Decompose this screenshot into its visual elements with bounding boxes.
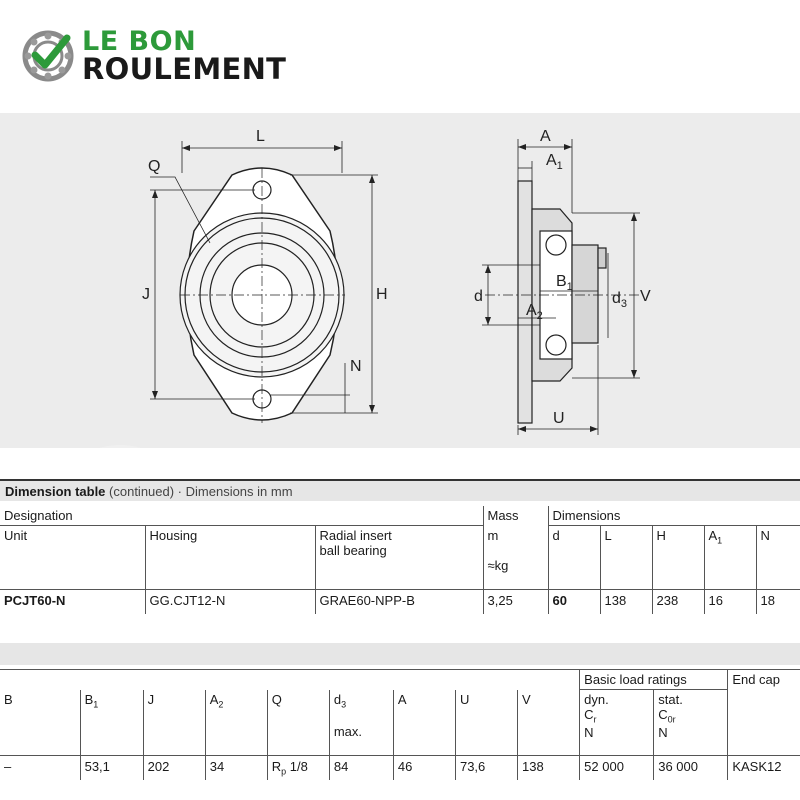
label-J: J [142, 286, 150, 303]
label-A1: $A_1$ [546, 152, 563, 172]
cell-insert: GRAE60-NPP-B [315, 590, 483, 614]
table-title-main: Dimension table [5, 484, 106, 499]
label-N: N [350, 358, 362, 375]
cell-Q: $R_p$ 1/8 [267, 756, 329, 780]
cell-C0r: 36 000 [654, 756, 728, 780]
separator-band [0, 643, 800, 665]
cell-Cr: 52 000 [580, 756, 654, 780]
header-radial-insert: Radial insert ball bearing [315, 526, 483, 590]
label-d: d [474, 288, 483, 305]
cell-A2: 34 [205, 756, 267, 780]
table-title-sub: (continued) · Dimensions in mm [105, 484, 293, 499]
header-basic-load-ratings: Basic load ratings [580, 670, 728, 690]
cell-A1: 16 [704, 590, 756, 614]
brand-logo[interactable] [22, 26, 302, 86]
dimension-table-1 [0, 506, 800, 614]
header-Cr: dyn. $C_r$ N [580, 690, 654, 756]
cell-U: 73,6 [455, 756, 517, 780]
technical-drawing [0, 113, 800, 448]
header-m: m ≈kg [483, 526, 548, 590]
cell-B1: 53,1 [80, 756, 143, 780]
bearing-check-icon [22, 28, 76, 82]
cell-end-cap: KASK12 [728, 756, 800, 780]
cell-B: – [0, 756, 80, 780]
label-L: L [256, 128, 265, 145]
header-Q: Q [267, 690, 329, 756]
cell-J: 202 [143, 756, 205, 780]
table-row [0, 590, 800, 614]
logo-text-line2: ROULEMENT [82, 52, 287, 86]
header-V: V [518, 690, 580, 756]
header-B: B [4, 691, 13, 707]
label-V: V [640, 288, 651, 305]
cell-H: 238 [652, 590, 704, 614]
header-unit: Unit [4, 528, 28, 543]
label-U: U [553, 410, 565, 427]
header-N: N [756, 526, 800, 590]
header-mass: Mass [483, 506, 548, 526]
label-d3: $d_3$ [612, 290, 628, 310]
cell-mass: 3,25 [483, 590, 548, 614]
label-H: H [376, 286, 388, 303]
header-housing: Housing [145, 526, 315, 590]
header-U: U [455, 690, 517, 756]
header-d: d [548, 526, 600, 590]
table-row [0, 756, 800, 780]
header-d3: $d_3$ max. [329, 690, 393, 756]
header-B1: $B_1$ [80, 690, 143, 756]
header-A1: $A_1$ [704, 526, 756, 590]
header-end-cap: End cap [728, 670, 800, 690]
header-designation: Designation [0, 506, 483, 526]
cell-N: 18 [756, 590, 800, 614]
header-H: H [652, 526, 704, 590]
dimension-table-2 [0, 669, 800, 780]
header-A: A [393, 690, 455, 756]
cell-unit: PCJT60-N [0, 590, 145, 614]
header-A2: $A_2$ [205, 690, 267, 756]
cell-d3: 84 [329, 756, 393, 780]
label-A2: $A_2$ [526, 302, 543, 322]
cell-L: 138 [600, 590, 652, 614]
logo-text-line1: LE BON [82, 26, 197, 57]
cell-housing: GG.CJT12-N [145, 590, 315, 614]
label-B1: $B_1$ [556, 273, 573, 293]
header-C0r: stat. $C_{0r}$ N [654, 690, 728, 756]
label-A: A [540, 128, 551, 145]
header-J: J [143, 690, 205, 756]
front-view [150, 141, 378, 423]
header-dimensions: Dimensions [548, 506, 800, 526]
cell-A: 46 [393, 756, 455, 780]
label-Q: Q [148, 158, 161, 175]
header-L: L [600, 526, 652, 590]
cell-V: 138 [518, 756, 580, 780]
cell-d: 60 [548, 590, 600, 614]
table-title [0, 479, 800, 501]
